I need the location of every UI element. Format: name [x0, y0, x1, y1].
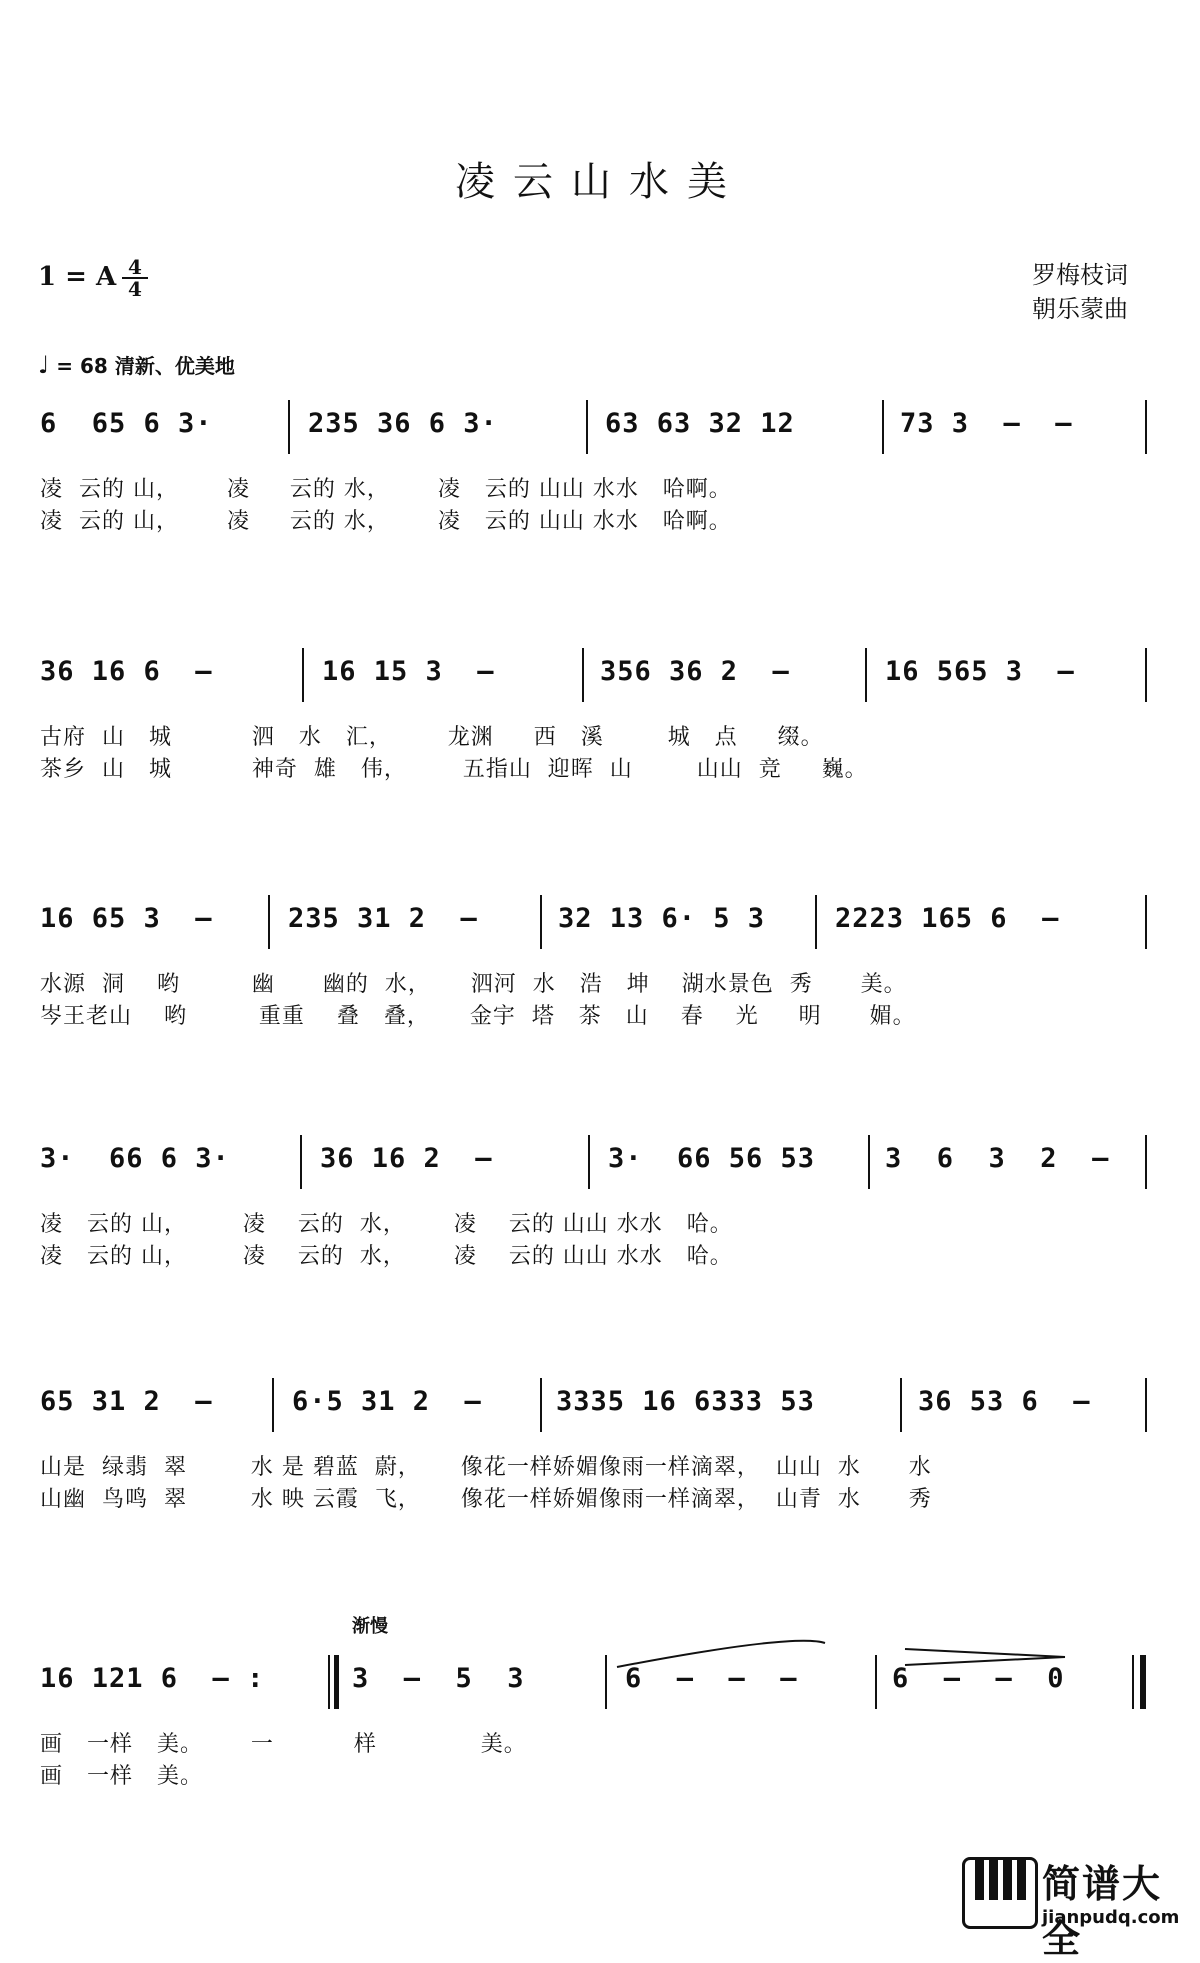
lyric-verse-1: 凌 云的 山， 凌 云的 水， 凌 云的 山山 水水 哈啊。: [40, 477, 732, 502]
time-signature-bottom: 4: [128, 277, 142, 301]
measure: 73 3 – –: [900, 408, 1073, 439]
notes-row: [0, 1135, 1200, 1195]
measure: 235 31 2 –: [288, 903, 478, 934]
notes-row: [0, 895, 1200, 955]
key-signature: 1 = A: [38, 262, 117, 292]
lyric-verse-2: 画 一样 美。: [40, 1764, 203, 1789]
measure: 6 – – –: [625, 1663, 798, 1694]
measure: 3 – 5 3: [352, 1663, 525, 1694]
logo-brand: 简谱大全: [1042, 1862, 1163, 1961]
site-logo: [962, 1851, 1182, 1961]
lyric-verse-2: 凌 云的 山， 凌 云的 水， 凌 云的 山山 水水 哈。: [40, 1244, 733, 1269]
tempo-mood: 清新、优美地: [114, 354, 235, 378]
system-3: [0, 895, 1200, 1095]
measure: 3· 66 56 53: [608, 1143, 816, 1174]
credits: [1032, 258, 1128, 326]
notes-row: [0, 400, 1200, 460]
measure: 6 65 6 3·: [40, 408, 213, 439]
measure: 36 16 2 –: [320, 1143, 493, 1174]
lyric-verse-2: 凌 云的 山， 凌 云的 水， 凌 云的 山山 水水 哈啊。: [40, 509, 732, 534]
logo-url: jianpudq.com: [1042, 1907, 1180, 1928]
measure: 16 565 3 –: [885, 656, 1075, 687]
measure: 6·5 31 2 –: [292, 1386, 482, 1417]
notes-row: [0, 648, 1200, 708]
expression-ritardando: 渐慢: [352, 1616, 388, 1637]
lyric-verse-1: 古府 山 城 泗 水 汇， 龙渊 西 溪 城 点 缀。: [40, 725, 824, 750]
quarter-note-icon: ♩: [38, 351, 50, 379]
system-1: [0, 400, 1200, 600]
system-2: [0, 648, 1200, 848]
measure: 3335 16 6333 53: [556, 1386, 815, 1417]
system-4: [0, 1135, 1200, 1335]
measure: 32 13 6· 5 3: [558, 903, 766, 934]
composer: 朝乐蒙曲: [1032, 295, 1128, 323]
measure: 63 63 32 12: [605, 408, 795, 439]
measure: 16 15 3 –: [322, 656, 495, 687]
page-title: 凌云山水美: [455, 159, 745, 205]
lyric-verse-2: 岑王老山 哟 重重 叠 叠， 金宇 塔 茶 山 春 光 明 媚。: [40, 1004, 916, 1029]
measure: 16 121 6 – :: [40, 1663, 265, 1694]
measure: 2223 165 6 –: [835, 903, 1060, 934]
piano-keys-icon: [962, 1857, 1038, 1929]
system-5: [0, 1378, 1200, 1578]
lyric-verse-1: 画 一样 美。 一 样 美。: [40, 1732, 527, 1757]
tempo-value: = 68: [56, 354, 108, 378]
measure: 356 36 2 –: [600, 656, 790, 687]
time-signature-top: 4: [128, 255, 142, 279]
measure: 235 36 6 3·: [308, 408, 498, 439]
notes-row: [0, 1655, 1200, 1715]
time-signature: [122, 255, 148, 301]
measure: 3 6 3 2 –: [885, 1143, 1110, 1174]
measure: 16 65 3 –: [40, 903, 213, 934]
measure: 36 16 6 –: [40, 656, 213, 687]
measure: 3· 66 6 3·: [40, 1143, 230, 1174]
notes-row: [0, 1378, 1200, 1438]
lyric-verse-1: 山是 绿翡 翠 水 是 碧蓝 蔚， 像花一样娇媚像雨一样滴翠， 山山 水 水: [40, 1455, 932, 1480]
lyric-verse-2: 山幽 鸟鸣 翠 水 映 云霞 飞， 像花一样娇媚像雨一样滴翠， 山青 水 秀: [40, 1487, 932, 1512]
tempo-marking: [38, 350, 235, 379]
lyric-verse-1: 凌 云的 山， 凌 云的 水， 凌 云的 山山 水水 哈。: [40, 1212, 733, 1237]
measure: 6 – – 0: [892, 1663, 1065, 1694]
lyric-verse-1: 水源 洞 哟 幽 幽的 水， 泗河 水 浩 坤 湖水景色 秀 美。: [40, 972, 907, 997]
measure: 36 53 6 –: [918, 1386, 1091, 1417]
lyricist: 罗梅枝词: [1032, 261, 1128, 289]
system-6: [0, 1655, 1200, 1855]
lyric-verse-2: 茶乡 山 城 神奇 雄 伟， 五指山 迎晖 山 山山 竞 巍。: [40, 757, 868, 782]
measure: 65 31 2 –: [40, 1386, 213, 1417]
